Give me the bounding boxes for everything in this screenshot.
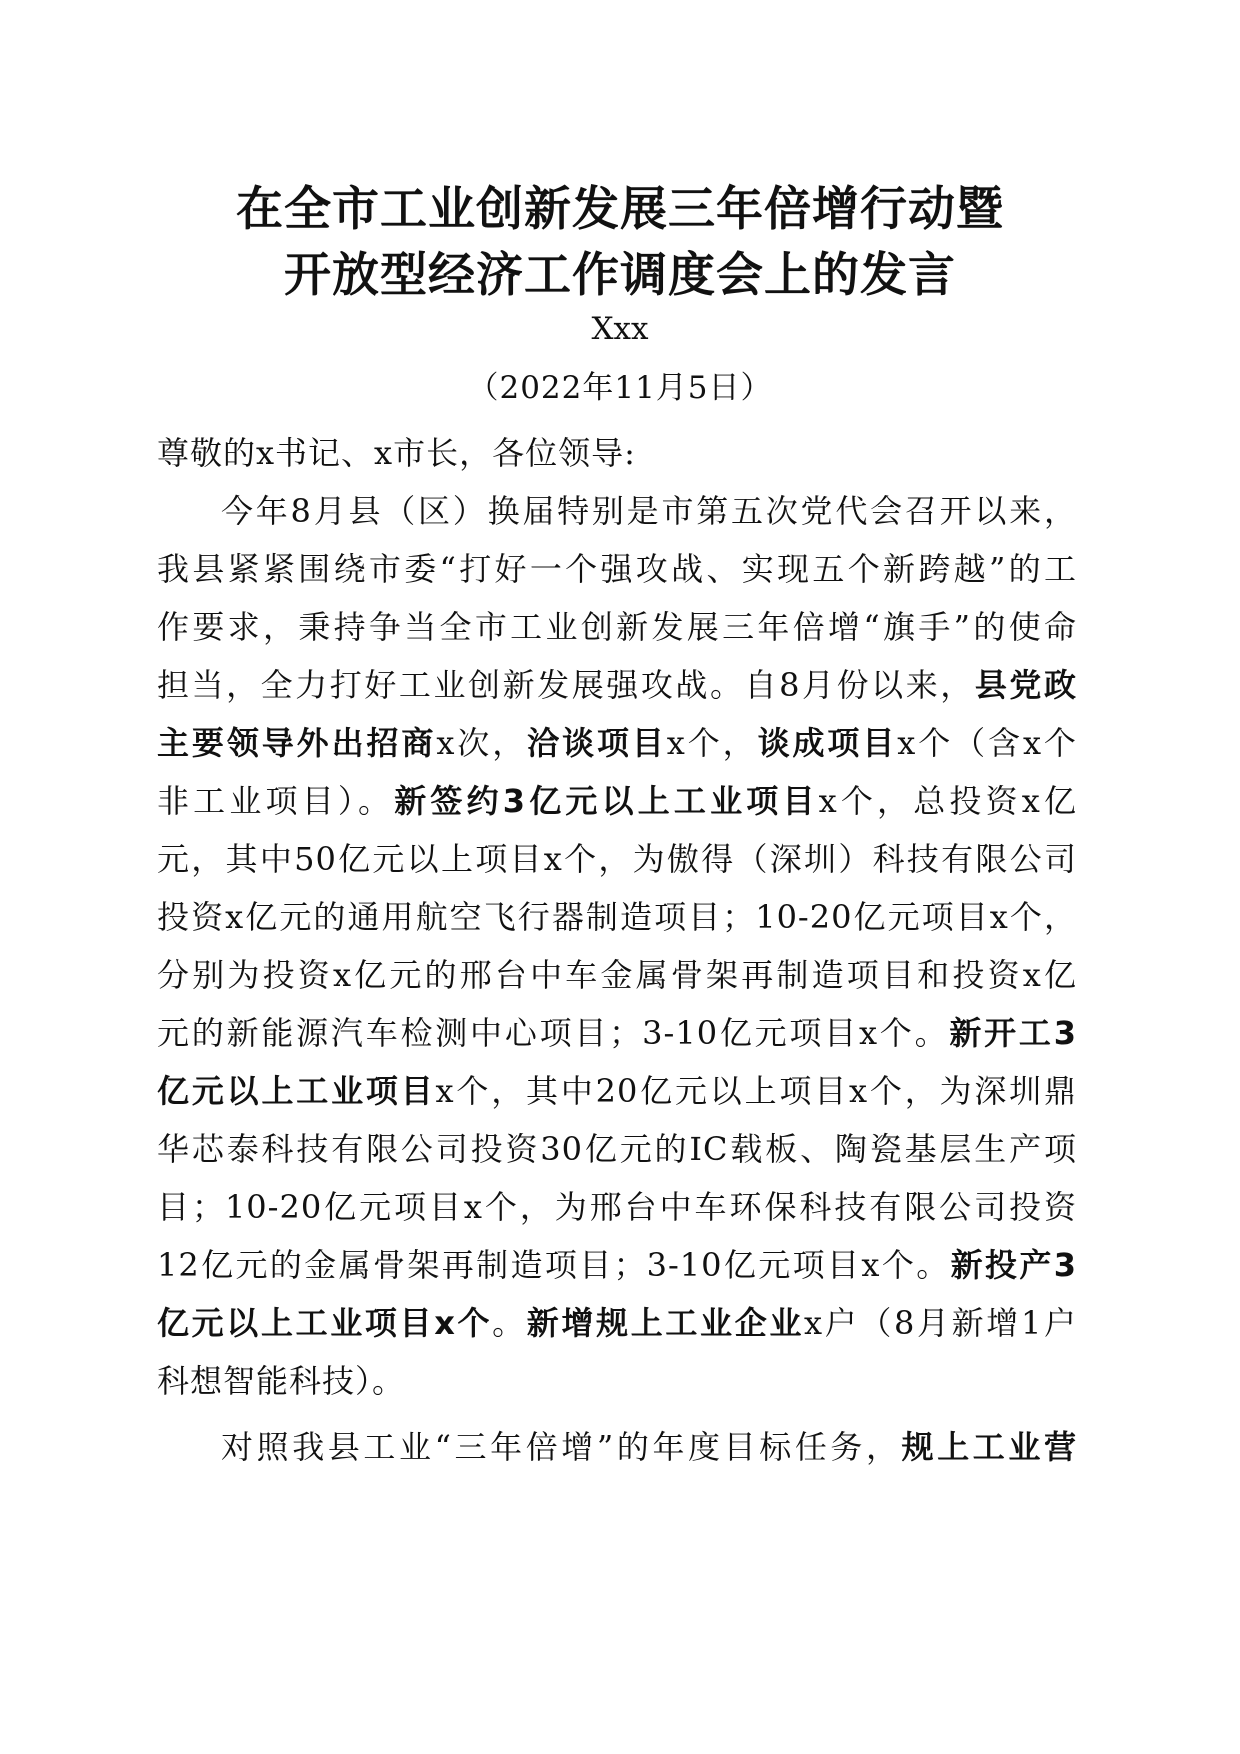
bold-text-span: 主要领导外出招商 bbox=[157, 724, 437, 762]
text-span: 元的新能源汽车检测中心项目；3-10亿元项目x个。 bbox=[157, 1014, 950, 1052]
text-span: x户（8月新增1户 bbox=[804, 1304, 1077, 1342]
paragraph-1-line: 今年8月县（区）换届特别是市第五次党代会召开以来， bbox=[221, 492, 1077, 530]
paragraph-1-line: 分别为投资x亿元的邢台中车金属骨架再制造项目和投资x亿 bbox=[157, 956, 1077, 994]
paragraph-1-line bbox=[157, 772, 1077, 830]
bold-text-span: 亿元以上工业项目x个 bbox=[157, 1304, 493, 1342]
paragraph-1-line: 目；10-20亿元项目x个，为邢台中车环保科技有限公司投资 bbox=[157, 1188, 1077, 1226]
text-span: 。 bbox=[492, 1304, 527, 1342]
document-title-line-2: 开放型经济工作调度会上的发言 bbox=[284, 248, 956, 303]
bold-text-span: 谈成项目 bbox=[757, 724, 898, 762]
bold-text-span: 亿元以上工业项目 bbox=[157, 1072, 436, 1110]
text-span: x个，其中20亿元以上项目x个，为深圳鼎 bbox=[435, 1072, 1077, 1110]
text-span: 非工业项目）。 bbox=[157, 782, 395, 820]
paragraph-1-line bbox=[157, 1004, 1077, 1062]
date: （2022年11月5日） bbox=[467, 370, 773, 406]
text-span: 12亿元的金属骨架再制造项目；3-10亿元项目x个。 bbox=[157, 1246, 951, 1284]
bold-text-span: 县党政 bbox=[974, 666, 1077, 704]
text-span: 对照我县工业“三年倍增”的年度目标任务， bbox=[221, 1428, 902, 1466]
paragraph-1-line: 作要求，秉持争当全市工业创新发展三年倍增“旗手”的使命 bbox=[157, 608, 1077, 646]
paragraph-1-line bbox=[157, 1062, 1077, 1120]
document-title-line-1: 在全市工业创新发展三年倍增行动暨 bbox=[236, 182, 1004, 237]
paragraph-1-line: 华芯泰科技有限公司投资30亿元的IC载板、陶瓷基层生产项 bbox=[157, 1130, 1077, 1168]
text-span: x次， bbox=[436, 724, 528, 762]
text-span: x个（含x个 bbox=[897, 724, 1077, 762]
bold-text-span: 新签约3亿元以上工业项目 bbox=[394, 782, 819, 820]
bold-text-span: 规上工业营 bbox=[901, 1428, 1077, 1466]
paragraph-1-line: 元，其中50亿元以上项目x个，为傲得（深圳）科技有限公司 bbox=[157, 840, 1077, 878]
bold-text-span: 新投产3 bbox=[950, 1246, 1077, 1284]
author: Xxx bbox=[591, 311, 649, 347]
paragraph-1-line bbox=[157, 656, 1077, 714]
paragraph-1-line bbox=[157, 1236, 1077, 1294]
paragraph-1-line: 科想智能科技）。 bbox=[157, 1362, 406, 1400]
text-span: 担当，全力打好工业创新发展强攻战。自8月份以来， bbox=[157, 666, 975, 704]
bold-text-span: 新增规上工业企业 bbox=[526, 1304, 804, 1342]
bold-text-span: 新开工3 bbox=[949, 1014, 1077, 1052]
paragraph-1-line: 我县紧紧围绕市委“打好一个强攻战、实现五个新跨越”的工 bbox=[157, 550, 1077, 588]
text-span: x个，总投资x亿 bbox=[818, 782, 1077, 820]
paragraph-2-line bbox=[157, 1418, 1077, 1476]
paragraph-1-line: 投资x亿元的通用航空飞行器制造项目；10-20亿元项目x个， bbox=[157, 898, 1077, 936]
bold-text-span: 洽谈项目 bbox=[527, 724, 667, 762]
salutation: 尊敬的x书记、x市长，各位领导: bbox=[157, 434, 636, 472]
paragraph-1-line bbox=[157, 714, 1077, 772]
paragraph-1-line bbox=[157, 1294, 1077, 1352]
text-span: x个， bbox=[666, 724, 758, 762]
